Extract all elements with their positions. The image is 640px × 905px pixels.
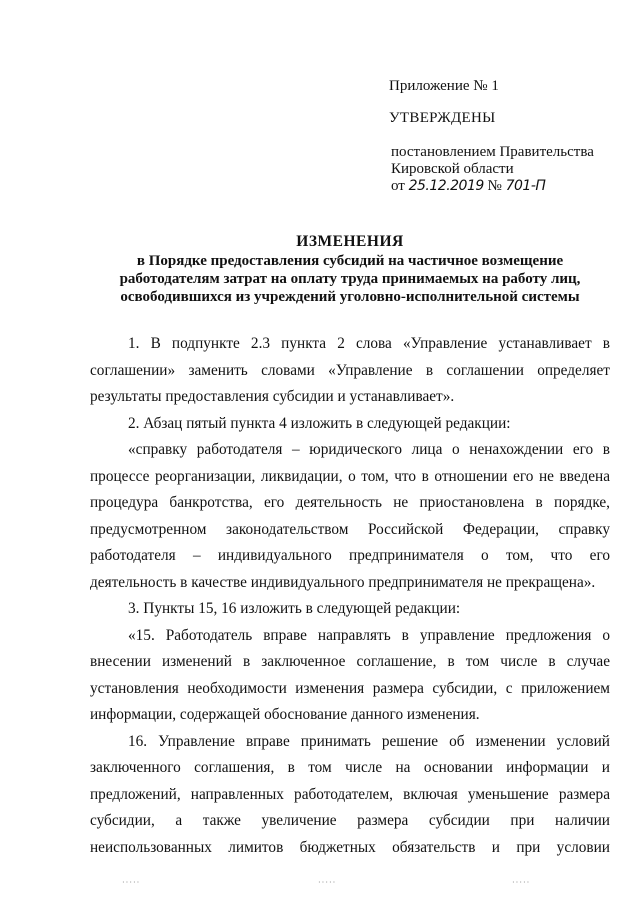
paragraph-6 — [90, 729, 610, 862]
decree-reference — [391, 144, 594, 195]
text-line: информации, содержащей обоснование данного изменения. — [90, 706, 480, 723]
text-line: субсидии, а также увеличение размера субсидии при наличии — [90, 812, 610, 829]
text-line: работодателя – индивидуального предпринимателя о том, что его — [90, 547, 610, 564]
text-line: «справку работодателя – юридического лица о ненахождении его в — [128, 441, 610, 458]
subtitle-line: работодателям затрат на оплату труда принимаемых на работу лиц, — [119, 271, 581, 287]
text-line: «15. Работодатель вправе направлять в управление предложения о — [128, 626, 610, 644]
title-subtitle — [90, 252, 610, 306]
appendix-label: Приложение № 1 — [389, 78, 499, 94]
subtitle-line: освободившихся из учреждений уголовно-исполнительной системы — [120, 289, 580, 305]
text-line: 3. Пункты 15, 16 изложить в следующей редакции: — [128, 600, 461, 617]
text-line: предусмотренном законодательством Российской Федерации, справку — [90, 520, 610, 538]
text-line: результаты предоставления субсидии и устанавливает». — [90, 388, 455, 405]
text-line: процедура банкротства, его деятельность не приостановлена в порядке, — [90, 494, 610, 511]
text-line: 2. Абзац пятый пункта 4 изложить в следующей редакции: — [128, 414, 511, 432]
text-line: соглашении» заменить словами «Управление в соглашении определяет — [90, 361, 610, 379]
paragraph-1 — [90, 331, 610, 411]
scan-mark: ····· — [122, 878, 141, 887]
text-line: неиспользованных лимитов бюджетных обязательств и при условии — [90, 838, 610, 856]
scan-mark: ····· — [512, 878, 531, 887]
decree-line-1: постановлением Правительства — [391, 144, 594, 160]
text-line: внесении изменений в заключенное соглашение, в том числе в случае — [90, 653, 610, 670]
paragraph-3 — [90, 437, 610, 596]
scan-artifacts — [0, 878, 640, 888]
subtitle-line: в Порядке предоставления субсидий на частичное возмещение — [136, 253, 564, 269]
document-title — [90, 233, 610, 306]
text-line: процессе реорганизации, ликвидации, о том, что в отношении его не введена — [90, 467, 610, 485]
text-line: предложений, направленных работодателем, включая уменьшение размера — [90, 785, 610, 803]
decree-number-handwritten: 701-П — [505, 178, 546, 194]
text-line: деятельность в качестве индивидуального предпринимателя не прекращена». — [90, 573, 596, 591]
text-line: заключенного соглашения, в том числе на основании информации и — [90, 759, 610, 776]
paragraph-2 — [90, 411, 610, 438]
decree-number-prefix: № — [487, 178, 502, 194]
title-heading: ИЗМЕНЕНИЯ — [296, 233, 404, 250]
decree-prefix: от — [391, 178, 405, 194]
text-line: 1. В подпункте 2.3 пункта 2 слова «Управление устанавливает в — [128, 335, 610, 352]
decree-date-handwritten: 25.12.2019 — [408, 178, 484, 194]
document-body — [90, 331, 610, 861]
approval-stamp — [389, 78, 629, 194]
paragraph-4 — [90, 596, 610, 623]
decree-line-2: Кировской области — [391, 161, 514, 177]
paragraph-5 — [90, 623, 610, 729]
text-line: установления необходимости изменения размера субсидии, с приложением — [90, 679, 610, 697]
approved-label: УТВЕРЖДЕНЫ — [389, 110, 496, 126]
scan-mark: ····· — [318, 878, 337, 887]
text-line: 16. Управление вправе принимать решение об изменении условий — [128, 732, 610, 750]
decree-line-3 — [391, 178, 594, 195]
